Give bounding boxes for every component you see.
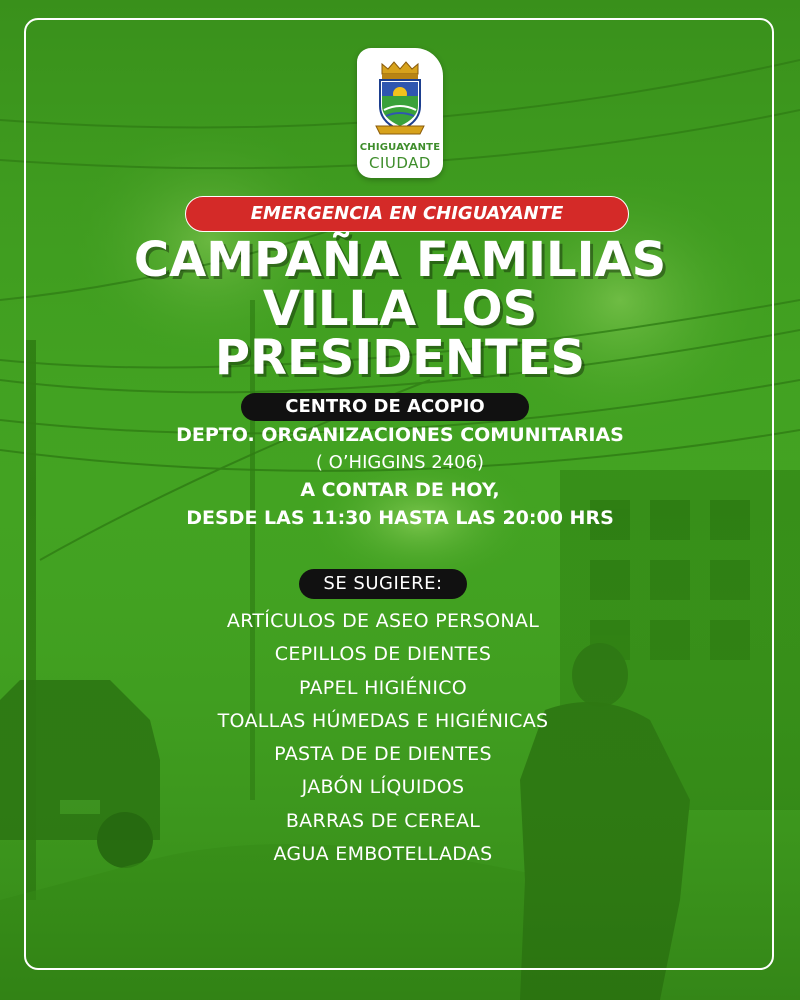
coat-of-arms-icon bbox=[372, 60, 428, 136]
start-date: A CONTAR DE HOY, bbox=[300, 479, 500, 501]
suggested-items-list bbox=[40, 605, 726, 871]
list-item: AGUA EMBOTELLADAS bbox=[273, 843, 493, 866]
logo-name: CHIGUAYANTE bbox=[359, 142, 441, 153]
list-item: ARTÍCULOS DE ASEO PERSONAL bbox=[226, 610, 540, 632]
suggestions-label: SE SUGIERE: bbox=[299, 569, 467, 599]
municipality-logo bbox=[357, 48, 443, 178]
opening-hours: DESDE LAS 11:30 HASTA LAS 20:00 HRS bbox=[186, 507, 614, 529]
headline-line-1: CAMPAÑA FAMILIAS bbox=[133, 232, 667, 288]
department-name: DEPTO. ORGANIZACIONES COMUNITARIAS bbox=[176, 424, 624, 446]
list-item: PASTA DE DE DIENTES bbox=[274, 743, 492, 766]
list-item: TOALLAS HÚMEDAS E HIGIÉNICAS bbox=[217, 709, 549, 732]
list-item: PAPEL HIGIÉNICO bbox=[298, 676, 468, 699]
headline-line-3: PRESIDENTES bbox=[214, 330, 586, 386]
list-item: CEPILLOS DE DIENTES bbox=[274, 643, 492, 666]
list-item: BARRAS DE CEREAL bbox=[285, 809, 481, 832]
campaign-headline bbox=[40, 232, 760, 386]
collection-center-label: CENTRO DE ACOPIO bbox=[241, 393, 529, 421]
list-item: JABÓN LÍQUIDOS bbox=[301, 776, 465, 799]
emergency-banner: EMERGENCIA EN CHIGUAYANTE bbox=[185, 196, 629, 232]
logo-subtitle: CIUDAD bbox=[369, 154, 431, 172]
address: ( O’HIGGINS 2406) bbox=[315, 452, 485, 473]
headline-line-2: VILLA LOS bbox=[262, 281, 538, 337]
